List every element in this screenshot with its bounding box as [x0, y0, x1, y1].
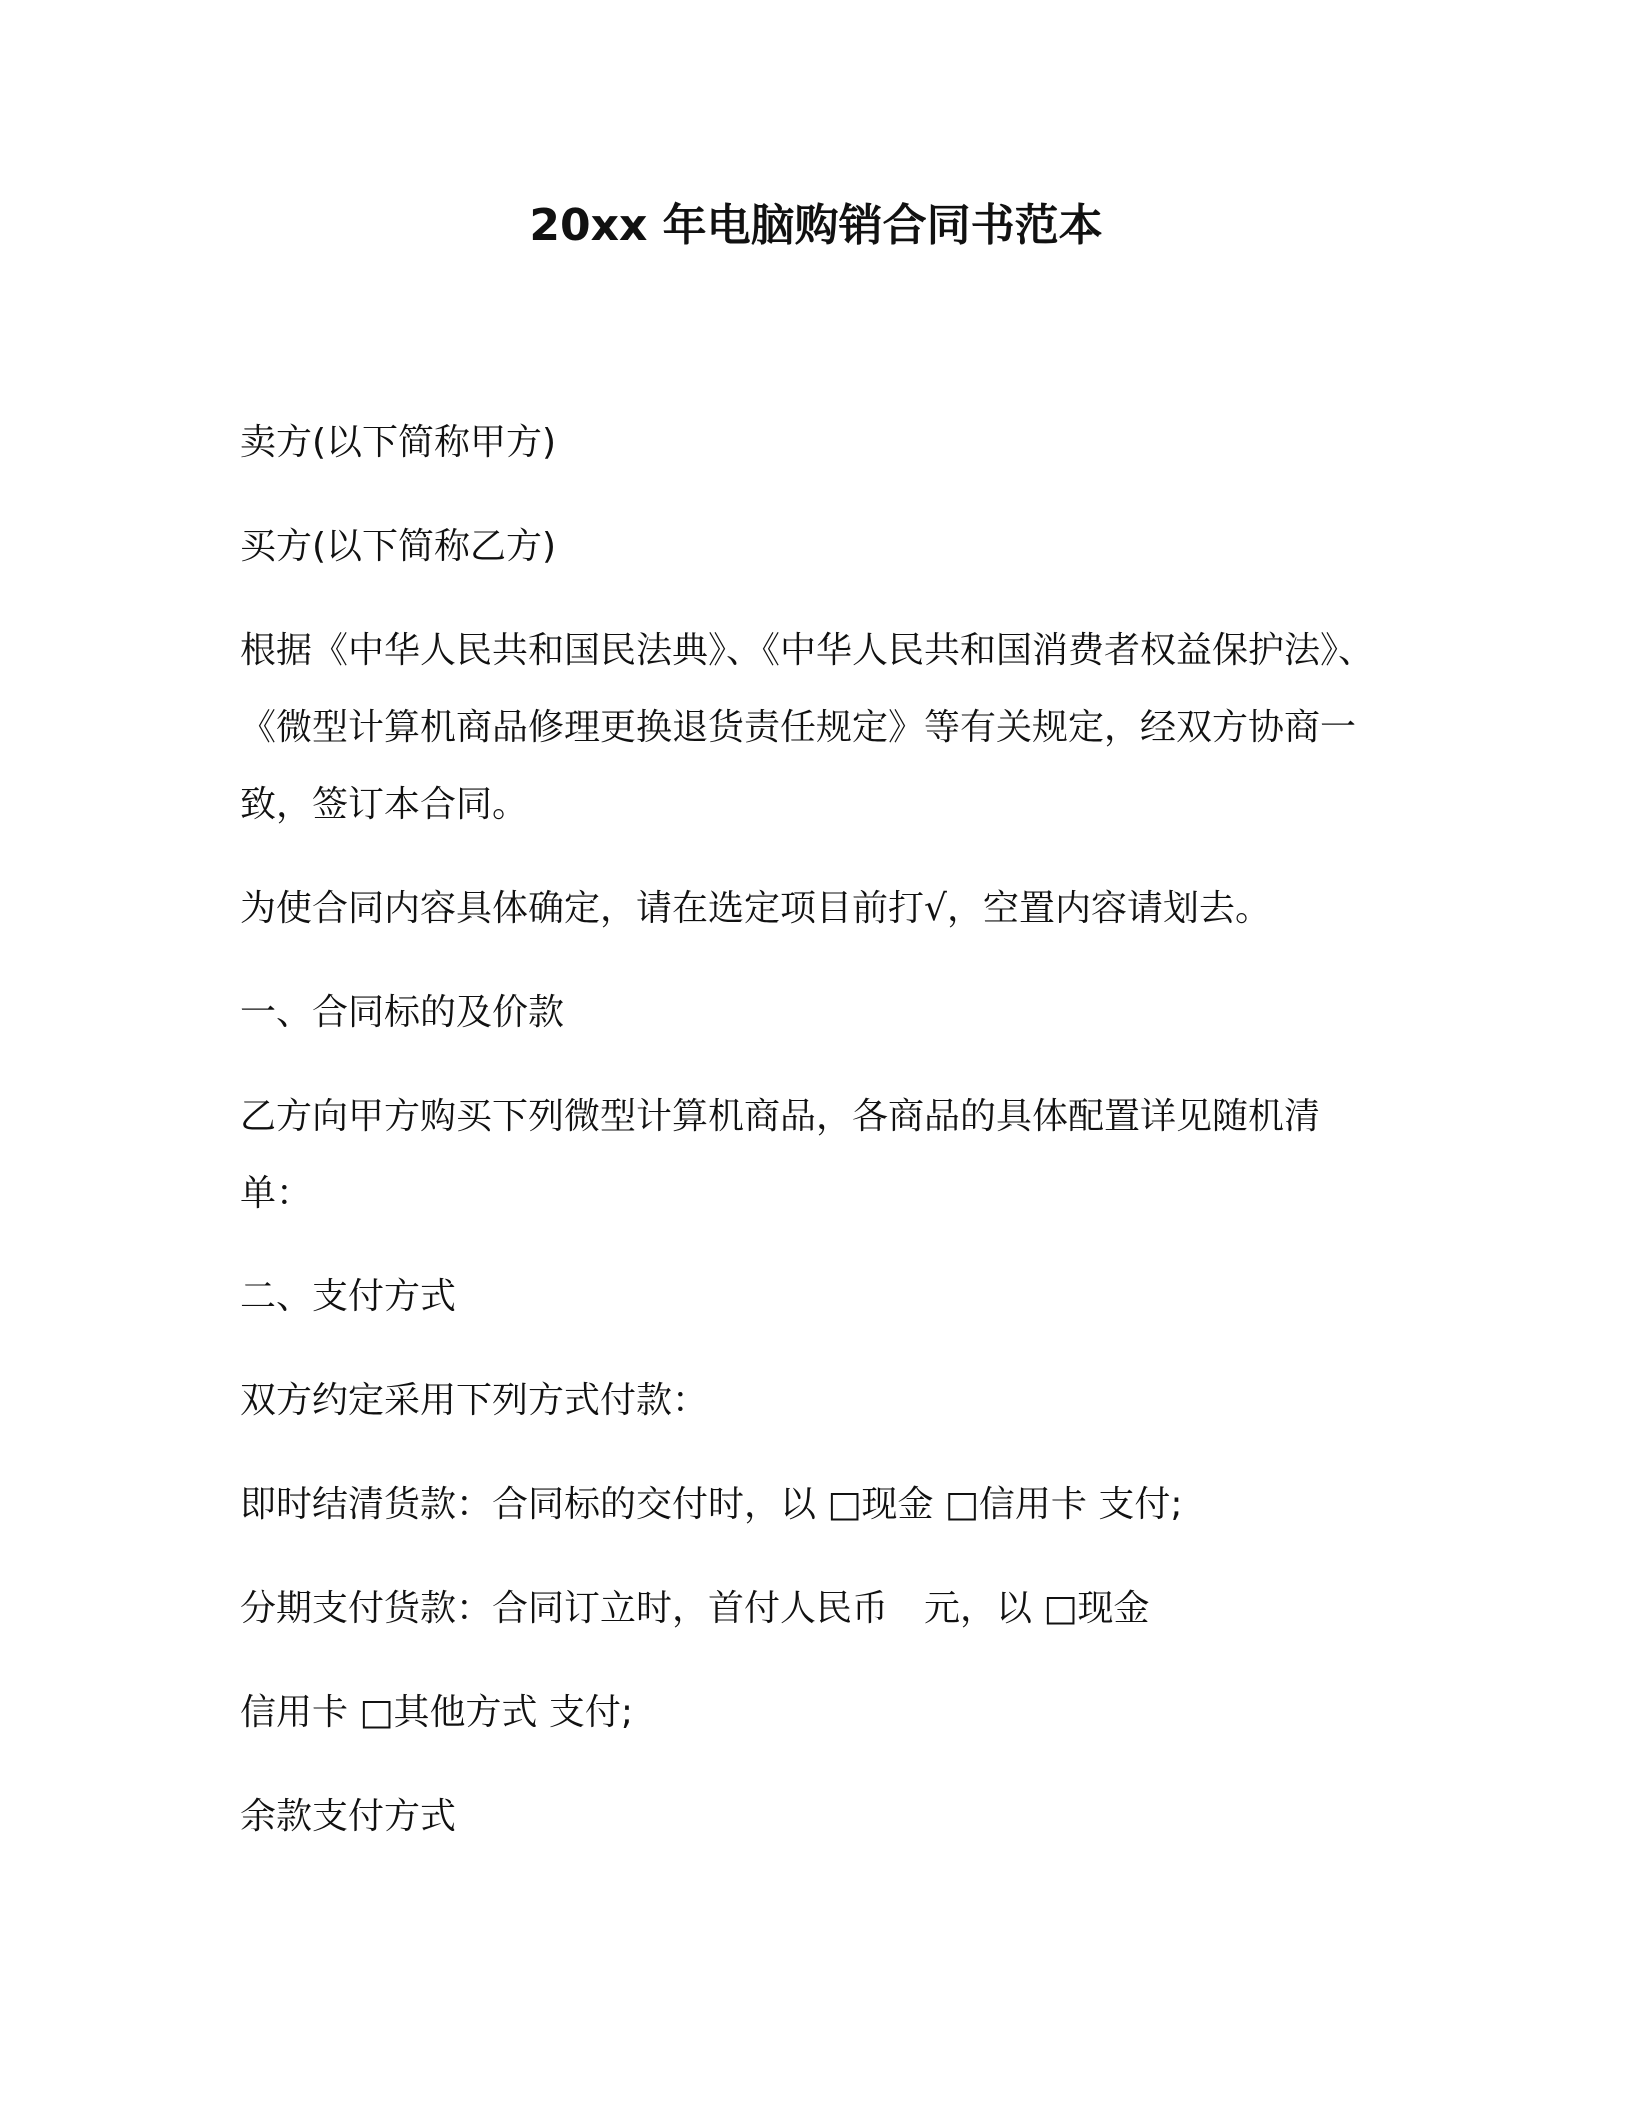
- instruction-paragraph: 为使合同内容具体确定，请在选定项目前打√，空置内容请划去。: [240, 888, 1271, 929]
- section-heading-subject: 一、合同标的及价款: [240, 992, 565, 1033]
- installment-payment-continued: 信用卡 □其他方式 支付;: [240, 1692, 634, 1733]
- remaining-payment-line: 余款支付方式: [240, 1796, 457, 1837]
- installment-payment-line: 分期支付货款：合同订立时，首付人民币 元，以 □现金: [240, 1588, 1150, 1629]
- section-heading-payment: 二、支付方式: [240, 1276, 457, 1317]
- seller-line: 卖方(以下简称甲方): [240, 422, 557, 463]
- buyer-line: 买方(以下简称乙方): [240, 526, 557, 567]
- legal-basis-paragraph: 根据《中华人民共和国民法典》、《中华人民共和国消费者权益保护法》、《微型计算机商品修理更换退货责任规定》等有关规定，经双方协商一致，签订本合同。: [240, 630, 1375, 825]
- document-title: 20xx 年电脑购销合同书范本: [529, 200, 1103, 251]
- payment-agreement-line: 双方约定采用下列方式付款：: [240, 1380, 709, 1421]
- immediate-payment-line: 即时结清货款：合同标的交付时，以 □现金 □信用卡 支付;: [240, 1484, 1183, 1525]
- purchase-paragraph: 乙方向甲方购买下列微型计算机商品，各商品的具体配置详见随机清单：: [240, 1096, 1321, 1214]
